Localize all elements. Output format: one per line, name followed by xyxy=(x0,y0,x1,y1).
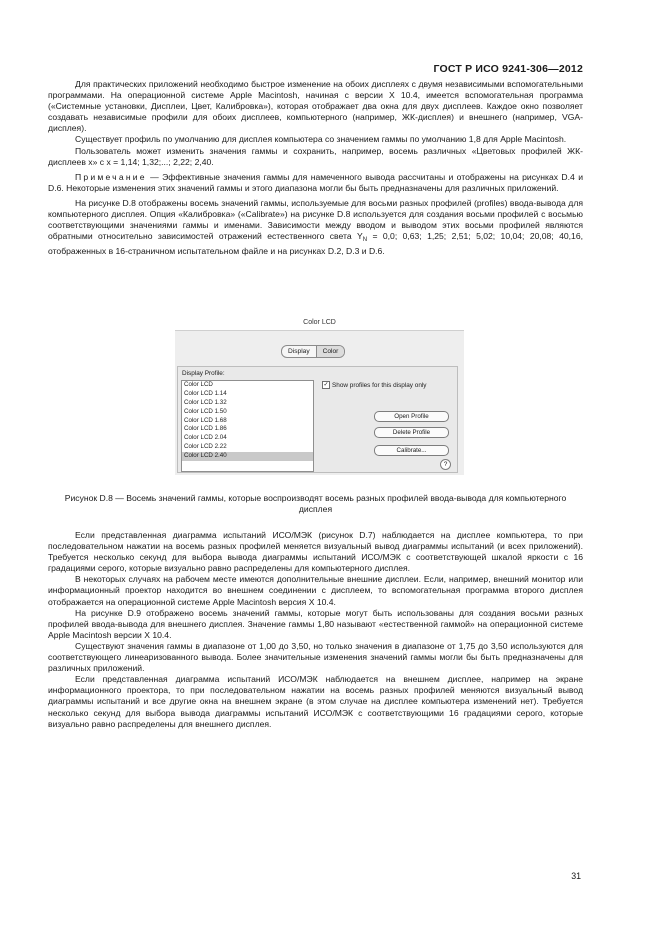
list-item[interactable]: Color LCD 2.04 xyxy=(184,434,227,442)
figure-screenshot xyxy=(175,316,464,474)
note-text: — Эффективные значения гаммы для намеченного вывода рассчитаны и отображены на рисунках D.4 и D.6. Некоторые изменения этих значений гаммы и этого диапазона могли бы быть предназначены для различных приложений. xyxy=(48,171,583,193)
list-item[interactable]: Color LCD 1.68 xyxy=(184,416,227,424)
window-body xyxy=(175,330,464,475)
note-lead: Примечание xyxy=(75,171,147,182)
window-title: Color LCD xyxy=(303,319,336,326)
paragraph: Для практических приложений необходимо быстрое изменение на обоих дисплеях с двумя независимыми вспомогательными программами. На операционной системе Apple Macintosh, начиная с версии X 10.4, имеется вспомогательная программа («Системные установки, Дисплеи, Цвет, Калибровка»), которая отображает два окна для двух дисплеев. Каждое окно позволяет создавать независимые профили для обоих дисплеев, компьютерного (например, ЖК-дисплея) и внешнего (например, VGA-дисплея). xyxy=(48,79,583,134)
list-item[interactable]: Color LCD 1.86 xyxy=(184,425,227,433)
list-item[interactable]: Color LCD 2.22 xyxy=(184,443,227,451)
tab-display[interactable]: Display xyxy=(288,348,310,355)
text-block-bottom xyxy=(48,530,583,730)
tab-bar xyxy=(281,345,345,358)
paragraph-d8-part: = 0,0; 0,63; 1,25; 2,51; 5,02; 10,04; 20,08; 40,16, отображенных в 16-страничном испытательном файле и на рисунках D.2, D.3 и D.6. xyxy=(48,231,583,257)
paragraph: Существует профиль по умолчанию для дисплея компьютера со значением гаммы по умолчанию 1,8 для Apple Macintosh. xyxy=(75,134,567,145)
list-item-selected[interactable]: Color LCD 2.40 xyxy=(182,452,313,461)
list-item[interactable]: Color LCD xyxy=(184,381,213,388)
paragraph: Если представленная диаграмма испытаний ИСО/МЭК наблюдается на внешнем дисплее, например на экране информационного проектора, то при последовательном нажатии на восемь разных профилей меняются визуальный вывод диаграммы испытаний и все другие окна на внешнем экране (в этом случае на дисплее компьютера изменений нет). Требуется несколько секунд для выбора вывода диаграммы испытаний ИСО/МЭК с соответствующими 16 градациями серого, которые визуально равно распределены для внешнего дисплея. xyxy=(48,674,583,729)
subscript: N xyxy=(362,237,368,244)
paragraph-d8 xyxy=(48,198,583,257)
document-header: ГОСТ Р ИСО 9241-306—2012 xyxy=(433,63,583,75)
profile-list[interactable] xyxy=(181,380,314,472)
help-icon[interactable]: ? xyxy=(440,459,451,470)
text-block-top xyxy=(48,79,583,257)
show-profiles-label: Show profiles for this display only xyxy=(332,381,427,389)
paragraph: Пользователь может изменить значения гаммы и сохранить, например, восемь различных «Цветовых профилей ЖК-дисплеев x» с x = 1,14; 1,32;...; 2,22; 2,40. xyxy=(48,145,583,167)
page-number: 31 xyxy=(571,871,581,881)
paragraph-d8-part: На рисунке D.8 отображены восемь значений гаммы, используемые для восьми разных профилей (profiles) ввода-вывода для компьютерного дисплея. Опция «Калибровка» («Calibrate») на рисунке D.8 используется для создания восьми профилей с восьмью соответствующими значениями гаммы и именами. Зависимости между вводом и выводом этих восьми профилей являются обратными относительно зависимостей отражений естественного света Y xyxy=(48,197,583,242)
list-item[interactable]: Color LCD 1.14 xyxy=(184,389,227,397)
list-item[interactable]: Color LCD 1.50 xyxy=(184,407,227,415)
list-item[interactable]: Color LCD 1.32 xyxy=(184,398,227,406)
color-pane xyxy=(177,366,458,473)
calibrate-button[interactable]: Calibrate... xyxy=(374,445,449,456)
paragraph: Существуют значения гаммы в диапазоне от 1,00 до 3,50, но только значения в диапазоне от 1,75 до 3,50 используются для соответствующего линеаризованного вывода. Более значительные изменения значений гаммы могли бы быть предназначены для различных приложений. xyxy=(48,640,583,674)
figure-caption: Рисунок D.8 — Восемь значений гаммы, которые воспроизводят восемь разных профилей ввода-вывода для компьютерного дисплея xyxy=(64,493,567,515)
open-profile-button[interactable]: Open Profile xyxy=(374,411,449,422)
show-profiles-checkbox[interactable]: ✓ xyxy=(323,382,329,388)
show-profiles-option[interactable] xyxy=(322,381,426,389)
paragraph: Если представленная диаграмма испытаний ИСО/МЭК (рисунок D.7) наблюдается на дисплее компьютера, то при последовательном нажатии на восемь разных профилей меняется визуальный вывод диаграммы испытаний (и всех приложений). Требуется несколько секунд для выбора вывода диаграммы испытаний ИСО/МЭК с соответствующей шкалой яркости с 16 градациями серого, которые визуально равно распределены для компьютерного дисплея. xyxy=(48,530,583,574)
display-profile-label: Display Profile: xyxy=(182,370,225,377)
paragraph: В некоторых случаях на рабочем месте имеются дополнительные внешние дисплеи. Если, например, внешний монитор или информационный проектор находится во внешнем соединении с дисплеем, то вспомогательная программа второго дисплея отображается на операционной системе Apple Macintosh версия X 10.4. xyxy=(48,574,583,607)
paragraph: На рисунке D.9 отображено восемь значений гаммы, которые могут быть использованы для создания восьми разных профилей ввода-вывода для внешнего дисплея. Значение гаммы 1,80 называют «естественной гаммой» на операционной системе Apple Macintosh версии X 10.4. xyxy=(48,607,583,640)
tab-color[interactable]: Color xyxy=(316,346,345,357)
note-paragraph xyxy=(48,172,583,194)
delete-profile-button[interactable]: Delete Profile xyxy=(374,427,449,438)
